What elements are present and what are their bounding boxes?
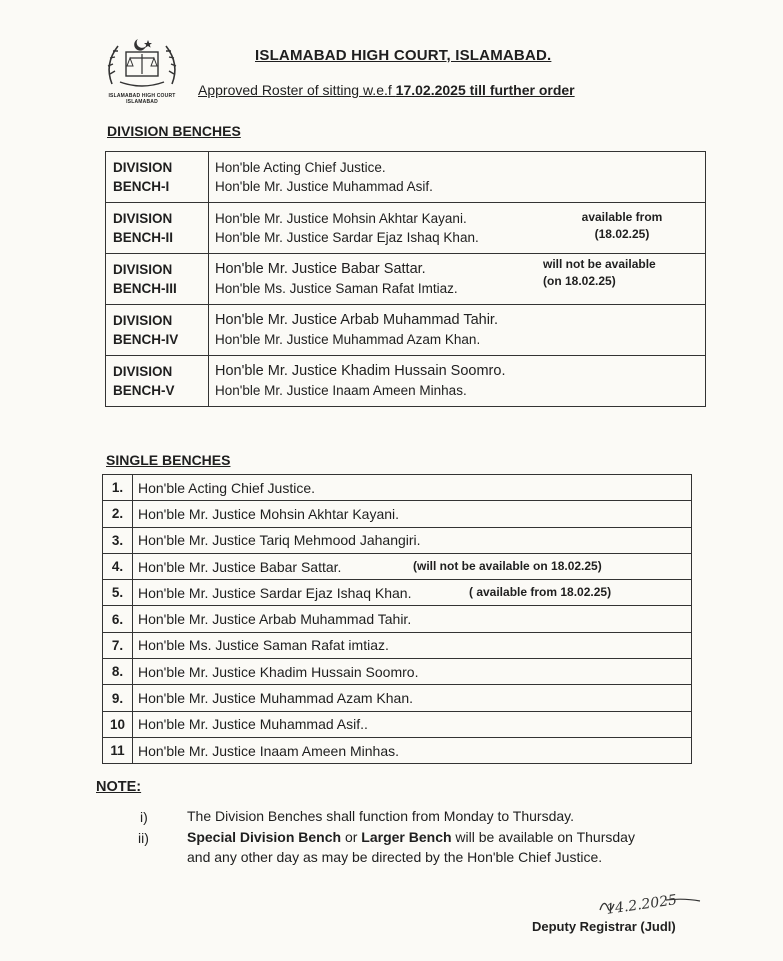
judge-name: Hon'ble Mr. Justice Muhammad Asif. (215, 179, 433, 194)
table-row (103, 580, 692, 606)
bench-judges (209, 254, 540, 305)
judge-name: Hon'ble Mr. Justice Inaam Ameen Minhas. (215, 383, 467, 398)
note-item-number: i) (140, 809, 148, 825)
judge-name: Hon'ble Mr. Justice Inaam Ameen Minhas. (138, 742, 400, 759)
row-number: 2. (103, 501, 133, 527)
bench-label-line: BENCH-III (113, 281, 177, 296)
row-number: 3. (103, 527, 133, 553)
subtitle-date: 17.02.2025 till further order (395, 82, 575, 98)
judge-name: Hon'ble Mr. Justice Muhammad Azam Khan. (138, 690, 414, 707)
row-number: 11 (103, 737, 133, 763)
judge-name: Hon'ble Mr. Justice Khadim Hussain Soomro. (215, 363, 506, 379)
judge-name: Hon'ble Mr. Justice Muhammad Asif.. (138, 716, 368, 733)
bench-judges (209, 305, 706, 356)
document-subtitle (198, 82, 575, 98)
table-row (103, 659, 692, 685)
table-row (103, 606, 692, 632)
bench-availability-note (539, 152, 706, 203)
table-row (103, 553, 692, 579)
bench-label-line: DIVISION (113, 211, 173, 226)
bench-label (106, 356, 209, 407)
logo-caption: ISLAMABAD HIGH COURT ISLAMABAD (108, 93, 176, 105)
subtitle-prefix: Approved Roster of sitting w.e.f (198, 82, 396, 98)
court-emblem-icon (98, 34, 186, 102)
judge-cell (133, 527, 692, 553)
judge-name: Hon'ble Ms. Justice Saman Rafat Imtiaz. (215, 281, 458, 296)
judge-name: Hon'ble Mr. Justice Mohsin Akhtar Kayani. (138, 505, 400, 522)
single-benches-heading: SINGLE BENCHES (106, 452, 231, 468)
judge-cell (133, 632, 692, 658)
note-heading: NOTE: (96, 779, 142, 795)
signature-date: 14.2.2025 (605, 892, 679, 918)
table-row (103, 501, 692, 527)
table-row (103, 527, 692, 553)
note-item-text: The Division Benches shall function from Monday to Thursday. (187, 808, 575, 824)
judge-name: Hon'ble Mr. Justice Babar Sattar. (215, 261, 426, 277)
document-title: ISLAMABAD HIGH COURT, ISLAMABAD. (255, 47, 552, 64)
bench-judges (209, 356, 706, 407)
row-number: 7. (103, 632, 133, 658)
row-number: 1. (103, 475, 133, 501)
row-number: 10 (103, 711, 133, 737)
judge-name: Hon'ble Mr. Justice Arbab Muhammad Tahir. (138, 611, 412, 628)
single-benches-table (102, 474, 692, 764)
table-row (106, 254, 706, 305)
judge-cell (133, 501, 692, 527)
row-number: 5. (103, 580, 133, 606)
judge-cell (133, 659, 692, 685)
judge-cell (133, 685, 692, 711)
judge-cell (133, 711, 692, 737)
table-row (106, 203, 706, 254)
judge-name: Hon'ble Mr. Justice Tariq Mehmood Jahangiri. (138, 532, 421, 549)
bench-label-line: BENCH-I (113, 179, 170, 194)
bench-label-line: DIVISION (113, 364, 173, 379)
note-item-text: and any other day as may be directed by the Hon'ble Chief Justice. (187, 849, 603, 865)
table-row (106, 305, 706, 356)
signatory-designation: Deputy Registrar (Judl) (532, 919, 676, 934)
availability-note: (will not be available on 18.02.25) (413, 558, 602, 573)
bench-label-line: BENCH-V (113, 383, 175, 398)
note-bold-term: Larger Bench (361, 829, 452, 845)
bench-label-line: BENCH-IV (113, 332, 179, 347)
bench-label (106, 305, 209, 356)
judge-name: Hon'ble Mr. Justice Mohsin Akhtar Kayani. (215, 211, 467, 226)
judge-name: Hon'ble Mr. Justice Khadim Hussain Soomro. (138, 663, 419, 680)
table-row (103, 685, 692, 711)
bench-label (106, 152, 209, 203)
table-row (103, 711, 692, 737)
table-row (103, 632, 692, 658)
table-row (106, 152, 706, 203)
judge-cell (133, 580, 692, 606)
note-text: will be available on Thursday (451, 829, 635, 845)
bench-label-line: BENCH-II (113, 230, 173, 245)
availability-note: ( available from 18.02.25) (469, 585, 612, 600)
judge-cell (133, 553, 692, 579)
row-number: 4. (103, 553, 133, 579)
table-row (103, 737, 692, 763)
bench-label-line: DIVISION (113, 313, 173, 328)
bench-label-line: DIVISION (113, 160, 173, 175)
bench-label-line: DIVISION (113, 262, 173, 277)
judge-name: Hon'ble Mr. Justice Babar Sattar. (138, 558, 342, 575)
judge-cell (133, 737, 692, 763)
bench-label (106, 254, 209, 305)
judge-name: Hon'ble Mr. Justice Arbab Muhammad Tahir. (215, 312, 498, 328)
division-benches-table (105, 151, 706, 407)
judge-name: Hon'ble Mr. Justice Sardar Ejaz Ishaq Khan. (215, 230, 479, 245)
table-row (106, 356, 706, 407)
row-number: 8. (103, 659, 133, 685)
note-item-text (187, 827, 635, 847)
judge-name: Hon'ble Acting Chief Justice. (138, 479, 315, 496)
bench-availability-note: available from (18.02.25) (539, 203, 706, 254)
bench-judges (209, 152, 540, 203)
judge-name: Hon'ble Mr. Justice Muhammad Azam Khan. (215, 332, 481, 347)
table-row (103, 475, 692, 501)
bench-availability-note: will not be available (on 18.02.25) (539, 254, 706, 305)
judge-cell (133, 475, 692, 501)
note-item-number: ii) (138, 830, 149, 846)
note-bold-term: Special Division Bench (187, 829, 342, 845)
division-benches-heading: DIVISION BENCHES (107, 123, 241, 139)
judge-name: Hon'ble Mr. Justice Sardar Ejaz Ishaq Khan. (138, 584, 412, 601)
bench-judges (209, 203, 540, 254)
judge-name: Hon'ble Ms. Justice Saman Rafat imtiaz. (138, 637, 389, 654)
bench-label (106, 203, 209, 254)
row-number: 9. (103, 685, 133, 711)
note-text: or (341, 829, 362, 845)
judge-cell (133, 606, 692, 632)
judge-name: Hon'ble Acting Chief Justice. (215, 160, 386, 175)
row-number: 6. (103, 606, 133, 632)
